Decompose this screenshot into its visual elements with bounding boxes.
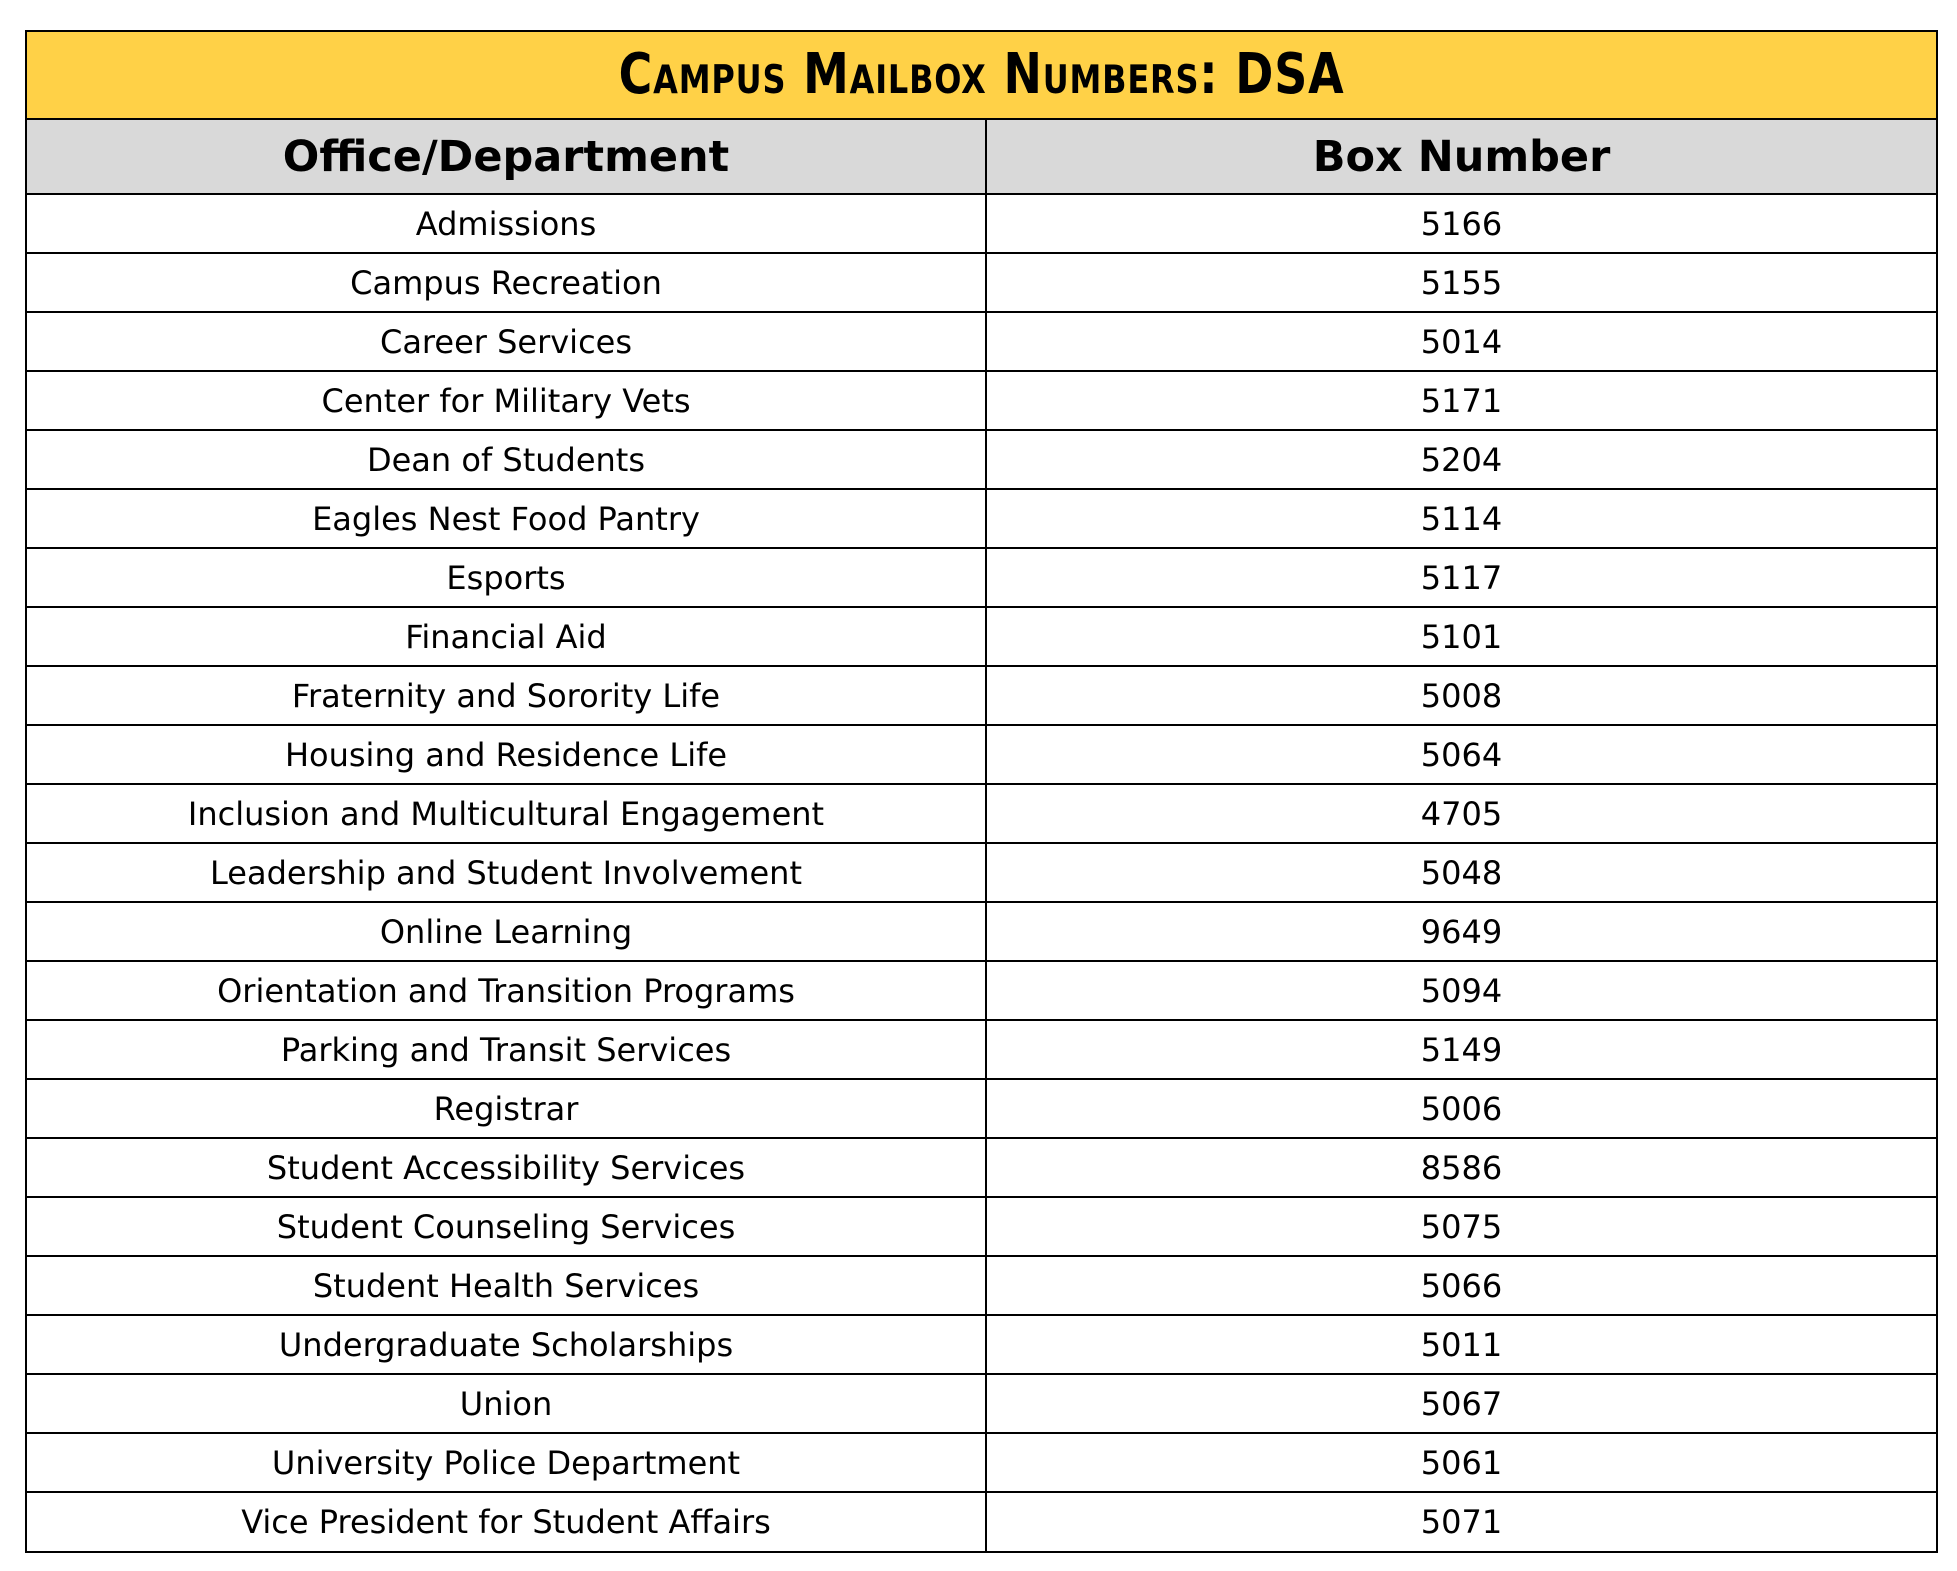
box-number-cell: 5071 [1420,1503,1503,1541]
box-number-cell: 8586 [986,1138,1936,1197]
table-row [27,430,1936,489]
box-number-cell: 5061 [986,1433,1936,1492]
office-name-cell: Student Health Services [27,1256,986,1315]
office-name-cell: Parking and Transit Services [27,1020,986,1079]
office-name-cell: Orientation and Transition Programs [27,961,986,1020]
box-number-cell: 5101 [986,607,1936,666]
box-number-cell: 5014 [986,312,1936,371]
office-name-cell: Inclusion and Multicultural Engagement [27,784,986,843]
box-number-cell: 5166 [986,194,1936,253]
box-number-cell: 5075 [986,1197,1936,1256]
office-name-cell: Online Learning [27,902,986,961]
office-name-cell: Campus Recreation [27,253,986,312]
office-name-cell: Center for Military Vets [27,371,986,430]
box-number-cell: 5008 [986,666,1936,725]
box-number-cell: 5067 [986,1374,1936,1433]
office-name-cell: Financial Aid [27,607,986,666]
table-row [27,1374,1936,1433]
table-header-row [27,120,1936,194]
table-row [27,1433,1936,1492]
office-name-cell: Eagles Nest Food Pantry [27,489,986,548]
table-row [27,1492,1936,1551]
box-number-cell: 5048 [986,843,1936,902]
table-row [27,194,1936,253]
box-number-cell: 4705 [986,784,1936,843]
table-row [27,666,1936,725]
office-name-cell: Vice President for Student Affairs [27,1492,986,1551]
office-name-cell: Registrar [27,1079,986,1138]
box-number-cell: 5114 [986,489,1936,548]
page-title: Campus Mailbox Numbers: DSA [618,42,1345,107]
table-row [27,843,1936,902]
office-name-cell: Esports [27,548,986,607]
column-header-box-number: Box Number [986,120,1936,194]
table-row [27,489,1936,548]
office-name-cell: Leadership and Student Involvement [27,843,986,902]
table-row [27,312,1936,371]
office-name-cell: Dean of Students [27,430,986,489]
box-number-cell: 5171 [986,371,1936,430]
box-number-cell: 5066 [986,1256,1936,1315]
table-row [27,784,1936,843]
office-name-cell: Union [27,1374,986,1433]
table-row [27,961,1936,1020]
table-row [27,548,1936,607]
table-row [27,1079,1936,1138]
office-name-cell: Housing and Residence Life [27,725,986,784]
box-number-cell: 5011 [986,1315,1936,1374]
table-row [27,1138,1936,1197]
table-row [27,1315,1936,1374]
table-row [27,902,1936,961]
office-name-cell: University Police Department [27,1433,986,1492]
table-row [27,1020,1936,1079]
mailbox-table [27,120,1936,1551]
mailbox-table-sheet [25,30,1938,1553]
box-number-cell: 5006 [986,1079,1936,1138]
box-number-cell: 5117 [986,548,1936,607]
office-name-cell: Student Accessibility Services [27,1138,986,1197]
table-row [27,1197,1936,1256]
office-name-cell: Career Services [27,312,986,371]
office-name-cell: Admissions [27,194,986,253]
box-number-cell: 5204 [986,430,1936,489]
table-row [27,371,1936,430]
table-row [27,607,1936,666]
title-bar [27,32,1936,120]
table-body [27,194,1936,1551]
office-name-cell: Fraternity and Sorority Life [27,666,986,725]
office-name-cell: Undergraduate Scholarships [27,1315,986,1374]
table-row [27,253,1936,312]
box-number-cell: 5064 [986,725,1936,784]
box-number-cell: 5149 [986,1020,1936,1079]
office-name-cell: Student Counseling Services [27,1197,986,1256]
table-row [27,725,1936,784]
box-number-cell: 9649 [986,902,1936,961]
box-number-cell: 5094 [986,961,1936,1020]
column-header-office: Office/Department [27,120,986,194]
box-number-cell: 5155 [986,253,1936,312]
table-row [27,1256,1936,1315]
